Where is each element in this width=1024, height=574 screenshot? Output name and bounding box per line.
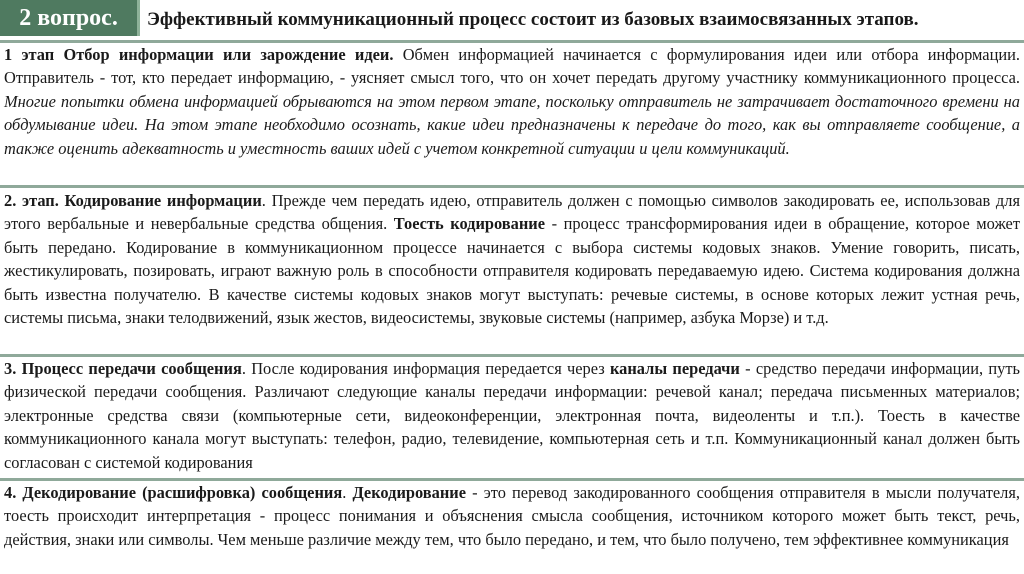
slide-header — [0, 0, 1024, 40]
stage-4-heading: 4. Декодирование (расшифровка) сообщения — [4, 483, 343, 502]
stage-4-block — [4, 481, 1020, 551]
stage-1-block — [4, 43, 1020, 160]
stage-2-heading: 2. этап. Кодирование информации — [4, 191, 262, 210]
stage-2-block — [4, 189, 1020, 329]
stage-3-text-continued: - средство передачи информации, путь физической передачи сообщения. Различают следующие каналы передачи информации: речевой канал; передача письменных материалов; электронные средства связи (компьютерные сети, видеоконференции, электронная почта, видеоленты и т.п.). Тоесть в качестве коммуникационного канала могут выступать: телефон, радио, телевидение, компьютерная сеть и т.п. Коммуникационный канал должен быть согласован с системой кодирования — [4, 359, 1020, 472]
stage-2-text: . Прежде чем передать идею, отправитель должен с помощью символов закодировать ее, использовав для этого вербальные и невербальные средства общения. — [4, 191, 1020, 234]
stage-3-block — [4, 357, 1020, 474]
separator-line — [0, 185, 1024, 188]
stage-3-term: каналы передачи — [609, 359, 740, 378]
stage-1-text: Обмен информацией начинается с формулирования идеи или отбора информации. Отправитель - тот, кто передает информацию, - уясняет смысл того, что он хочет передать другому участнику коммуникационного процесса. — [4, 45, 1020, 88]
stage-3-heading: 3. Процесс передачи сообщения — [4, 359, 242, 378]
stage-2-text-continued: - процесс трансформирования идеи в обращение, которое может быть передано. Кодирование в коммуникационном процессе начинается с выбора системы кодовых знаков. Умение говорить, писать, жестикулировать, позировать, играют важную роль в способности отправителя кодировать передаваемую идею. Система кодирования должна быть известна получателю. В качестве системы кодовых знаков могут выступать: речевые системы, в основе которых лежит устная речь, системы письма, знаки телодвижений, язык жестов, видеосистемы, звуковые системы (например, азбука Морзе) и т.д. — [4, 214, 1020, 328]
stage-4-term: Декодирование — [352, 483, 467, 502]
slide-title: Эффективный коммуникационный процесс состоит из базовых взаимосвязанных этапов. — [147, 9, 919, 30]
stage-4-text: . — [342, 483, 353, 502]
stage-1-italic-text: Многие попытки обмена информацией обрываются на этом первом этапе, поскольку отправитель не затрачивает достаточного времени на обдумывание идеи. На этом этапе необходимо осознать, какие идеи предназначены к передаче до того, как вы отправляете сообщение, а также оценить адекватность и уместность ваших идей с учетом конкретной ситуации и цели коммуникаций. — [4, 91, 1020, 158]
question-badge: 2 вопрос. — [0, 0, 140, 36]
stage-4-text-continued: - это перевод закодированного сообщения отправителя в мысли получателя, тоесть происходит интерпретация - процесс понимания и объяснения смысла сообщения, источником которого может быть текст, речь, действия, знаки или символы. Чем меньше различие между тем, что было передано, и тем, что было получено, тем эффективнее коммуникация — [4, 483, 1020, 549]
stage-3-text: . После кодирования информация передается через — [241, 359, 610, 378]
stage-1-heading: 1 этап Отбор информации или зарождение идеи. — [4, 45, 394, 64]
stage-2-term: Тоесть кодирование — [393, 214, 546, 234]
